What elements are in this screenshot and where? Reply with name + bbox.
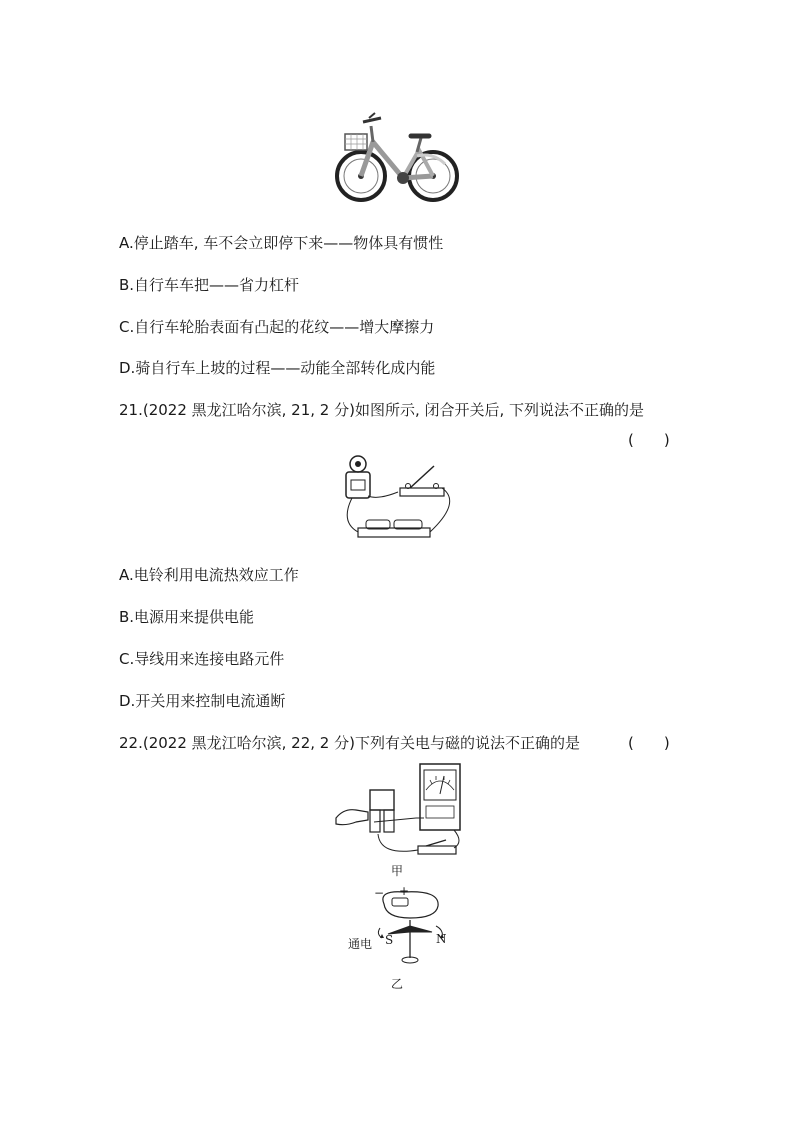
bicycle-figure-icon xyxy=(333,112,461,204)
figure-yi-caption: 乙 xyxy=(391,977,404,991)
q21-option-d: D.开关用来控制电流通断 xyxy=(119,692,286,710)
q20-option-b: B.自行车车把——省力杠杆 xyxy=(119,276,300,294)
q21-answer-blank: ( ) xyxy=(628,431,670,449)
q21-option-c: C.导线用来连接电路元件 xyxy=(119,650,285,668)
electric-bell-circuit-icon xyxy=(338,452,464,548)
electromagnetic-induction-apparatus-icon xyxy=(334,760,466,860)
q20-option-d: D.骑自行车上坡的过程——动能全部转化成内能 xyxy=(119,359,436,377)
figure-yi-n-pole-label: N xyxy=(436,932,447,946)
q22-answer-blank: ( ) xyxy=(628,734,670,752)
q21-option-a: A.电铃利用电流热效应工作 xyxy=(119,566,299,584)
figure-yi-current-label: 通电 xyxy=(348,937,373,951)
q21-option-b: B.电源用来提供电能 xyxy=(119,608,255,626)
q21-stem: 21.(2022 黑龙江哈尔滨, 21, 2 分)如图所示, 闭合开关后, 下列说法不正确的是 xyxy=(119,401,645,419)
q22-stem: 22.(2022 黑龙江哈尔滨, 22, 2 分)下列有关电与磁的说法不正确的是 xyxy=(119,734,580,752)
figure-jia-caption: 甲 xyxy=(391,864,404,878)
figure-yi-s-pole-label: S xyxy=(385,933,394,947)
figure-yi-plus-label: + xyxy=(399,884,410,898)
q20-option-a: A.停止踏车, 车不会立即停下来——物体具有惯性 xyxy=(119,234,444,252)
figure-yi-minus-label: − xyxy=(374,886,385,900)
q20-option-c: C.自行车轮胎表面有凸起的花纹——增大摩擦力 xyxy=(119,318,435,336)
